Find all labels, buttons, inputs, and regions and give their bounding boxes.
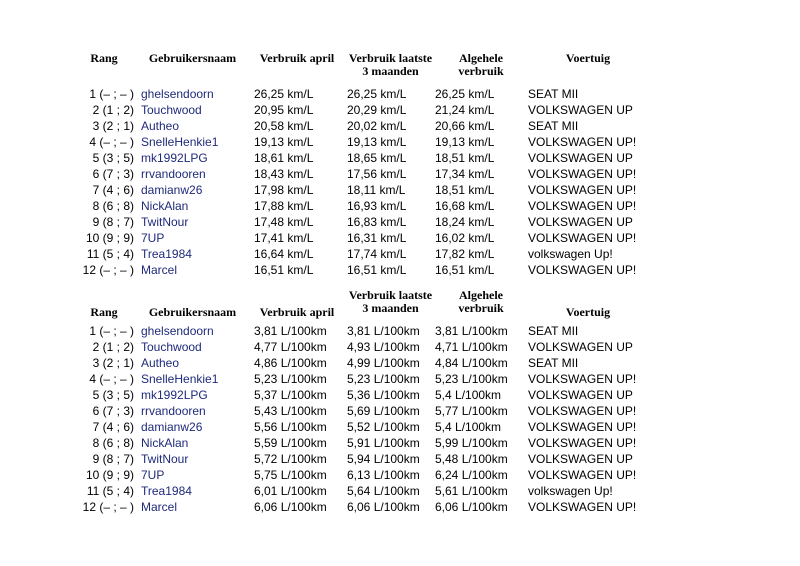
cell-username: NickAlan: [141, 436, 189, 450]
cell-last3: 16,93 km/L: [347, 199, 407, 213]
cell-overall: 19,13 km/L: [435, 135, 495, 149]
header-overall-line1: Algehele: [459, 288, 503, 302]
cell-rank: 11 (5 ; 4): [86, 247, 134, 261]
table-row: [50, 483, 688, 499]
cell-last3: 20,29 km/L: [347, 103, 407, 117]
table-row: [50, 339, 688, 355]
cell-last3: 5,23 L/100km: [347, 372, 420, 386]
cell-username: rrvandooren: [141, 404, 206, 418]
cell-vehicle: VOLKSWAGEN UP: [528, 452, 633, 466]
cell-vehicle: VOLKSWAGEN UP!: [528, 500, 637, 514]
cell-last3: 18,65 km/L: [347, 151, 407, 165]
cell-last3: 5,91 L/100km: [347, 436, 420, 450]
cell-rank: 1 (– ; – ): [89, 324, 134, 338]
cell-overall: 21,24 km/L: [435, 103, 495, 117]
cell-overall: 16,02 km/L: [435, 231, 495, 245]
table-row: [50, 150, 688, 166]
cell-vehicle: VOLKSWAGEN UP: [528, 388, 633, 402]
cell-april: 20,58 km/L: [254, 119, 314, 133]
cell-overall: 5,48 L/100km: [435, 452, 508, 466]
table-row: [50, 355, 688, 371]
cell-last3: 20,02 km/L: [347, 119, 407, 133]
cell-username: Autheo: [141, 356, 180, 370]
cell-last3: 5,36 L/100km: [347, 388, 420, 402]
cell-last3: 5,69 L/100km: [347, 404, 420, 418]
cell-last3: 4,93 L/100km: [347, 340, 420, 354]
cell-rank: 6 (7 ; 3): [92, 404, 134, 418]
cell-overall: 4,71 L/100km: [435, 340, 508, 354]
cell-overall: 5,4 L/100km: [435, 420, 502, 434]
table-row: [50, 371, 688, 387]
cell-rank: 8 (6 ; 8): [92, 436, 134, 450]
cell-last3: 18,11 km/L: [347, 183, 406, 197]
cell-last3: 5,94 L/100km: [347, 452, 420, 466]
header-overall-line1: Algehele: [459, 51, 503, 65]
cell-april: 17,48 km/L: [254, 215, 314, 229]
cell-april: 16,51 km/L: [254, 263, 314, 277]
cell-overall: 16,51 km/L: [435, 263, 495, 277]
cell-username: ghelsendoorn: [141, 324, 214, 338]
table-row: [50, 499, 688, 515]
cell-overall: 18,24 km/L: [435, 215, 495, 229]
table-row: [50, 451, 688, 467]
ranking-table-l100km: [50, 289, 688, 515]
cell-april: 19,13 km/L: [254, 135, 314, 149]
cell-vehicle: VOLKSWAGEN UP: [528, 151, 633, 165]
cell-last3: 5,64 L/100km: [347, 484, 420, 498]
cell-last3: 19,13 km/L: [347, 135, 407, 149]
cell-last3: 16,83 km/L: [347, 215, 407, 229]
table-row: [50, 246, 688, 262]
cell-username: Autheo: [141, 119, 180, 133]
cell-username: Touchwood: [141, 103, 202, 117]
header-rank: Rang: [90, 305, 118, 319]
cell-overall: 5,4 L/100km: [435, 388, 502, 402]
cell-overall: 18,51 km/L: [435, 151, 495, 165]
header-overall-line2: verbruik: [458, 64, 504, 78]
table-row: [50, 419, 688, 435]
cell-rank: 1 (– ; – ): [89, 87, 134, 101]
cell-last3: 26,25 km/L: [347, 87, 407, 101]
cell-username: 7UP: [141, 231, 165, 245]
cell-overall: 4,84 L/100km: [435, 356, 508, 370]
header-overall: [434, 52, 528, 86]
cell-last3: 3,81 L/100km: [347, 324, 420, 338]
table-row: [50, 86, 688, 102]
cell-username: mk1992LPG: [141, 151, 208, 165]
cell-username: SnelleHenkie1: [141, 372, 219, 386]
cell-april: 5,43 L/100km: [254, 404, 327, 418]
cell-username: rrvandooren: [141, 167, 206, 181]
cell-last3: 16,31 km/L: [347, 231, 407, 245]
header-username: Gebruikersnaam: [148, 51, 237, 65]
cell-april: 5,59 L/100km: [254, 436, 327, 450]
cell-overall: 17,34 km/L: [435, 167, 495, 181]
ranking-table-kml: [50, 52, 688, 278]
cell-vehicle: VOLKSWAGEN UP!: [528, 420, 637, 434]
cell-vehicle: VOLKSWAGEN UP!: [528, 404, 637, 418]
cell-april: 20,95 km/L: [254, 103, 314, 117]
table-row: [50, 134, 688, 150]
cell-overall: 5,99 L/100km: [435, 436, 508, 450]
table-row: [50, 387, 688, 403]
header-last3-line2: 3 maanden: [362, 301, 419, 315]
cell-april: 17,98 km/L: [254, 183, 314, 197]
cell-overall: 26,25 km/L: [435, 87, 495, 101]
cell-vehicle: VOLKSWAGEN UP!: [528, 135, 637, 149]
cell-username: SnelleHenkie1: [141, 135, 219, 149]
cell-vehicle: VOLKSWAGEN UP: [528, 103, 633, 117]
cell-overall: 17,82 km/L: [435, 247, 495, 261]
cell-overall: 3,81 L/100km: [435, 324, 508, 338]
table-row: [50, 323, 688, 339]
cell-last3: 5,52 L/100km: [347, 420, 420, 434]
cell-rank: 7 (4 ; 6): [92, 183, 134, 197]
cell-vehicle: volkswagen Up!: [528, 247, 613, 261]
cell-last3: 6,06 L/100km: [347, 500, 420, 514]
cell-vehicle: SEAT MII: [528, 119, 579, 133]
cell-overall: 20,66 km/L: [435, 119, 495, 133]
cell-username: ghelsendoorn: [141, 87, 214, 101]
cell-rank: 5 (3 ; 5): [92, 388, 134, 402]
cell-vehicle: SEAT MII: [528, 324, 579, 338]
cell-april: 18,43 km/L: [254, 167, 314, 181]
table-row: [50, 262, 688, 278]
table-row: [50, 166, 688, 182]
cell-rank: 12 (– ; – ): [82, 263, 134, 277]
cell-april: 5,75 L/100km: [254, 468, 327, 482]
cell-vehicle: VOLKSWAGEN UP!: [528, 199, 637, 213]
cell-rank: 3 (2 ; 1): [92, 119, 134, 133]
cell-april: 5,23 L/100km: [254, 372, 327, 386]
cell-vehicle: VOLKSWAGEN UP: [528, 340, 633, 354]
table-row: [50, 230, 688, 246]
cell-last3: 16,51 km/L: [347, 263, 407, 277]
cell-april: 4,77 L/100km: [254, 340, 327, 354]
header-april: Verbruik april: [259, 305, 335, 319]
cell-overall: 5,77 L/100km: [435, 404, 508, 418]
cell-username: Marcel: [141, 263, 178, 277]
cell-username: 7UP: [141, 468, 165, 482]
cell-username: damianw26: [141, 420, 203, 434]
cell-vehicle: volkswagen Up!: [528, 484, 613, 498]
cell-april: 17,41 km/L: [254, 231, 314, 245]
cell-username: Trea1984: [141, 484, 192, 498]
header-last3-line1: Verbruik laatste: [348, 51, 433, 65]
cell-username: Trea1984: [141, 247, 192, 261]
cell-rank: 9 (8 ; 7): [92, 215, 134, 229]
cell-rank: 6 (7 ; 3): [92, 167, 134, 181]
header-last3: [347, 289, 434, 323]
header-overall-line2: verbruik: [458, 301, 504, 315]
cell-overall: 6,24 L/100km: [435, 468, 508, 482]
cell-rank: 10 (9 ; 9): [85, 468, 134, 482]
cell-username: Touchwood: [141, 340, 202, 354]
cell-april: 5,56 L/100km: [254, 420, 327, 434]
cell-username: TwitNour: [141, 215, 189, 229]
table-row: [50, 435, 688, 451]
cell-vehicle: VOLKSWAGEN UP!: [528, 436, 637, 450]
cell-april: 17,88 km/L: [254, 199, 314, 213]
table-row: [50, 118, 688, 134]
cell-vehicle: VOLKSWAGEN UP!: [528, 183, 637, 197]
table-row: [50, 214, 688, 230]
header-last3: [347, 52, 434, 86]
table-row: [50, 102, 688, 118]
header-vehicle: Voertuig: [565, 51, 611, 65]
header-last3-line2: 3 maanden: [362, 64, 419, 78]
cell-vehicle: SEAT MII: [528, 356, 579, 370]
cell-username: Marcel: [141, 500, 178, 514]
cell-april: 5,37 L/100km: [254, 388, 327, 402]
cell-rank: 12 (– ; – ): [82, 500, 134, 514]
cell-overall: 18,51 km/L: [435, 183, 495, 197]
cell-username: damianw26: [141, 183, 203, 197]
cell-overall: 5,61 L/100km: [435, 484, 508, 498]
table-row: [50, 198, 688, 214]
cell-username: TwitNour: [141, 452, 189, 466]
header-overall: [434, 289, 528, 323]
cell-overall: 16,68 km/L: [435, 199, 495, 213]
cell-rank: 11 (5 ; 4): [86, 484, 134, 498]
cell-april: 18,61 km/L: [254, 151, 314, 165]
cell-rank: 9 (8 ; 7): [92, 452, 134, 466]
cell-vehicle: VOLKSWAGEN UP!: [528, 231, 637, 245]
cell-april: 4,86 L/100km: [254, 356, 327, 370]
table-header-row: [50, 52, 688, 86]
cell-vehicle: SEAT MII: [528, 87, 579, 101]
cell-rank: 2 (1 ; 2): [92, 103, 134, 117]
cell-username: NickAlan: [141, 199, 189, 213]
cell-overall: 6,06 L/100km: [435, 500, 508, 514]
cell-vehicle: VOLKSWAGEN UP!: [528, 167, 637, 181]
table-header-row: [50, 289, 688, 323]
cell-vehicle: VOLKSWAGEN UP!: [528, 263, 637, 277]
cell-last3: 6,13 L/100km: [347, 468, 420, 482]
cell-april: 6,01 L/100km: [254, 484, 327, 498]
header-april: Verbruik april: [259, 51, 335, 65]
cell-rank: 8 (6 ; 8): [92, 199, 134, 213]
table-row: [50, 403, 688, 419]
cell-last3: 17,74 km/L: [347, 247, 407, 261]
cell-overall: 5,23 L/100km: [435, 372, 508, 386]
cell-april: 5,72 L/100km: [254, 452, 327, 466]
cell-rank: 4 (– ; – ): [89, 135, 134, 149]
cell-last3: 4,99 L/100km: [347, 356, 420, 370]
table-row: [50, 182, 688, 198]
table-row: [50, 467, 688, 483]
cell-april: 26,25 km/L: [254, 87, 314, 101]
cell-vehicle: VOLKSWAGEN UP: [528, 215, 633, 229]
header-rank: Rang: [90, 51, 118, 65]
cell-rank: 4 (– ; – ): [89, 372, 134, 386]
cell-april: 6,06 L/100km: [254, 500, 327, 514]
header-username: Gebruikersnaam: [148, 305, 237, 319]
cell-username: mk1992LPG: [141, 388, 208, 402]
cell-vehicle: VOLKSWAGEN UP!: [528, 372, 637, 386]
cell-april: 3,81 L/100km: [254, 324, 327, 338]
cell-rank: 2 (1 ; 2): [92, 340, 134, 354]
cell-rank: 7 (4 ; 6): [92, 420, 134, 434]
cell-april: 16,64 km/L: [254, 247, 314, 261]
cell-rank: 3 (2 ; 1): [92, 356, 134, 370]
cell-rank: 5 (3 ; 5): [92, 151, 134, 165]
header-vehicle: Voertuig: [565, 305, 611, 319]
cell-rank: 10 (9 ; 9): [85, 231, 134, 245]
header-last3-line1: Verbruik laatste: [348, 288, 433, 302]
cell-last3: 17,56 km/L: [347, 167, 407, 181]
cell-vehicle: VOLKSWAGEN UP!: [528, 468, 637, 482]
